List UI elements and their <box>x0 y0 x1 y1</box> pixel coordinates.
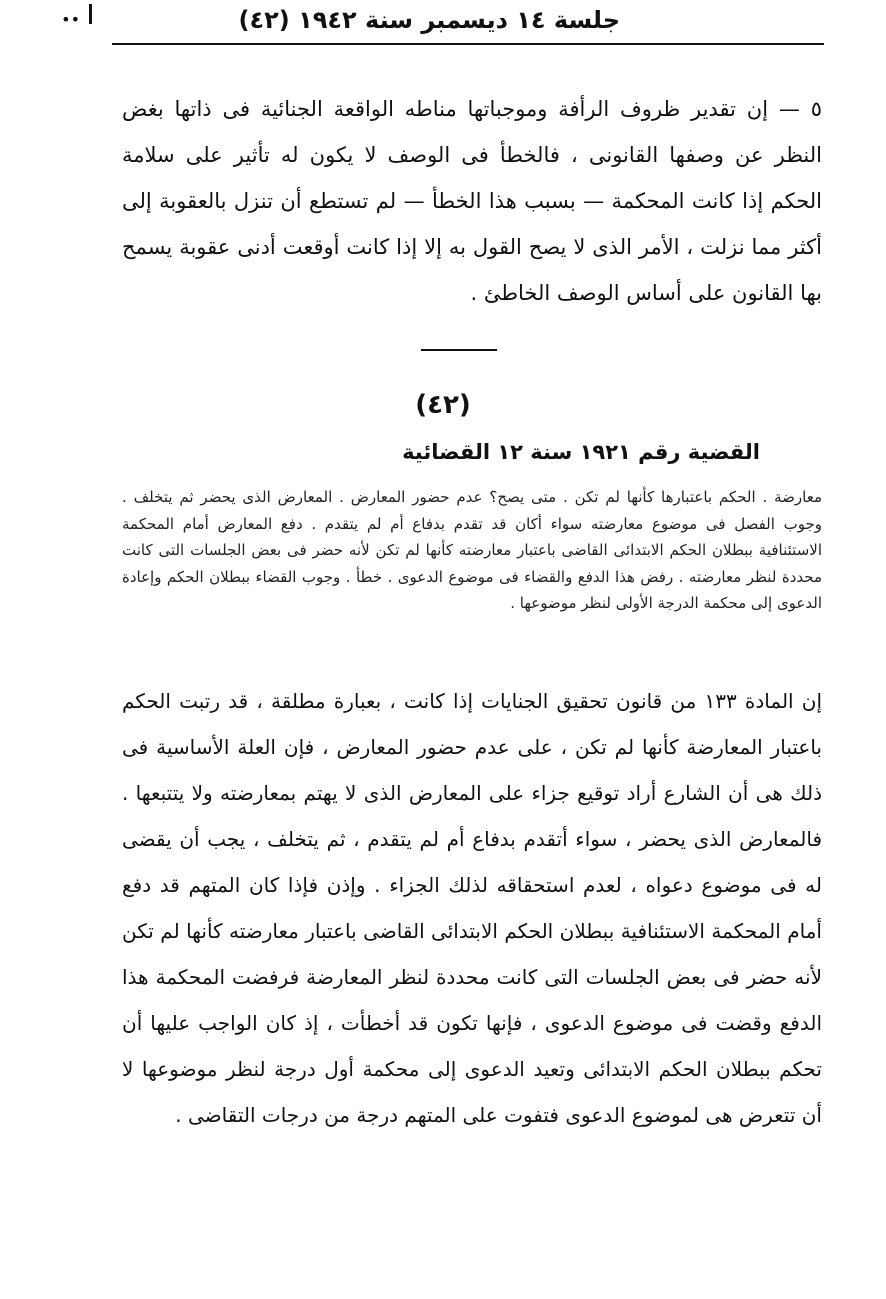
case-summary <box>122 484 822 617</box>
case-number: (٤٢) <box>415 390 471 420</box>
case-title: القضية رقم ١٩٢١ سنة ١٢ القضائية <box>402 440 760 464</box>
header-rule <box>112 43 824 45</box>
corner-mark: •• <box>61 10 80 29</box>
section-divider <box>421 349 497 351</box>
case-summary-text: معارضة . الحكم باعتبارها كأنها لم تكن . متى يصح؟ عدم حضور المعارض . المعارض الذى يحضر ثم يتخلف . وجوب الفصل فى موضوع معارضته سواء أكان قد تقدم بدفاع أم لم يتقدم . دفع المعارض أمام المحكمة الاستئنافية ببطلان الحكم الابتدائى القاضى باعتبار معارضته كأنها لم تكن لأنه حضر فى بعض الجلسات التى كانت محددة لنظر معارضته . رفض هذا الدفع والقضاء فى موضوع الدعوى . خطأ . وجوب القضاء ببطلان الحكم وإعادة الدعوى إلى محكمة الدرجة الأولى لنظر موضوعها . <box>122 488 822 612</box>
running-header: جلسة ١٤ ديسمبر سنة ١٩٤٢ (٤٢) <box>238 6 620 34</box>
previous-case-paragraph <box>122 86 822 316</box>
judgment-text: إن المادة ١٣٣ من قانون تحقيق الجنايات إذا كانت ، بعبارة مطلقة ، قد رتبت الحكم باعتبار المعارضة كأنها لم تكن ، على عدم حضور المعارض ، فإن العلة الأساسية فى ذلك هى أن الشارع أراد توقيع جزاء على المعارض الذى لا يهتم بمعارضته ولا يتتبعها . فالمعارض الذى يحضر ، سواء أتقدم بدفاع أم لم يتقدم ، ثم يتخلف ، يجب أن يقضى له فى موضوع دعواه ، لعدم استحقاقه لذلك الجزاء . وإذن فإذا كان المتهم قد دفع أمام المحكمة الاستئنافية ببطلان الحكم الابتدائى القاضى باعتبار معارضته كأنها لم تكن لأنه حضر فى بعض الجلسات التى كانت محددة لنظر المعارضة فرفضت المحكمة هذا الدفع وقضت فى موضوع الدعوى ، فإنها تكون قد أخطأت ، إذ كان الواجب عليها أن تحكم ببطلان الحكم الابتدائى وتعيد الدعوى إلى محكمة أول درجة لنظر موضوعها لا أن تتعرض هى لموضوع الدعوى فتفوت على المتهم درجة من درجات التقاضى . <box>122 689 822 1127</box>
previous-case-text: ٥ — إن تقدير ظروف الرأفة وموجباتها مناطه الواقعة الجنائية فى ذاتها بغض النظر عن وصفها القانونى ، فالخطأ فى الوصف لا يكون له تأثير على سلامة الحكم إذا كانت المحكمة — بسبب هذا الخطأ — لم تستطع أن تنزل بالعقوبة إلى أكثر مما نزلت ، الأمر الذى لا يصح القول به إلا إذا كانت أوقعت أدنى عقوبة يسمح بها القانون على أساس الوصف الخاطئ . <box>122 97 822 305</box>
judgment-body <box>122 678 822 1138</box>
margin-mark <box>89 4 92 24</box>
